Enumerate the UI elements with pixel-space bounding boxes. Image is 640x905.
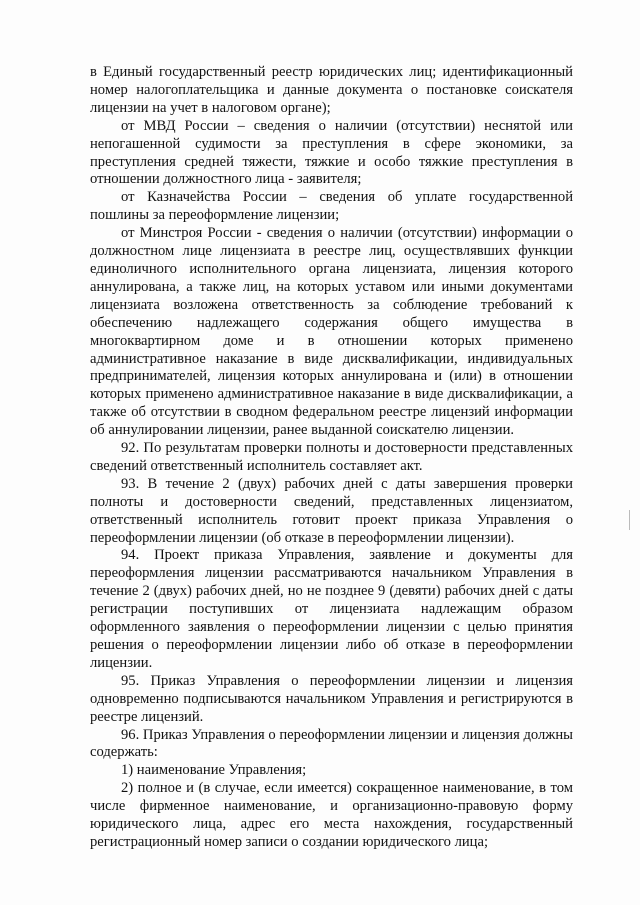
paragraph-95: 95. Приказ Управления о переоформлении лицензии и лицензия одновременно подписываются начальником Управления и регистрируются в реестре лицензий. (90, 672, 573, 725)
scan-edge-mark (629, 510, 630, 530)
paragraph-mvd: от МВД России – сведения о наличии (отсутствии) неснятой или непогашенной судимости за преступления в сфере экономики, за преступления средней тяжести, тяжкие и особо тяжкие преступления в отношении должностного лица - заявителя; (90, 117, 573, 188)
paragraph-continuation: в Единый государственный реестр юридических лиц; идентификационный номер налогоплательщика и данные документа о постановке соискателя лицензии на учет в налоговом органе); (90, 64, 573, 116)
paragraph-minstroy: от Минстроя России - сведения о наличии (отсутствии) информации о должностном лице лицензиата в реестре лиц, осуществлявших функции единоличного исполнительного органа лицензиата, лицензия которого аннулирована, а также лиц, на которых уставом или иными документами лицензиата возложена ответственность за соблюдение требований к обеспечению надлежащего содержания общего имущества в многоквартирном доме и в отношении которых применено административное наказание в виде дисквалификации, индивидуальных предпринимателей, лицензия которых аннулирована и (или) в отношении которых применено административное наказание в виде дисквалификации, а также об отсутствии в сводном федеральном реестре лицензий информации об аннулировании лицензии, ранее выданной соискателю лицензии. (90, 225, 573, 439)
paragraph-96: 96. Приказ Управления о переоформлении лицензии и лицензия должны содержать: (90, 726, 573, 761)
list-item-1: 1) наименование Управления; (121, 762, 307, 779)
paragraph-94: 94. Проект приказа Управления, заявление и документы для переоформления лицензии рассматриваются начальником Управления в течение 2 (двух) рабочих дней, но не позднее 9 (девяти) рабочих дней с даты регистрации поступивших от лицензиата надлежащим образом оформленного заявления о переоформлении лицензии с целью принятия решения о переоформлении лицензии либо об отказе в переоформлении лицензии. (90, 547, 573, 671)
paragraph-92: 92. По результатам проверки полноты и достоверности представленных сведений ответственный исполнитель составляет акт. (90, 440, 573, 474)
document-body (90, 64, 573, 852)
list-item-2: 2) полное и (в случае, если имеется) сокращенное наименование, в том числе фирменное наименование, и организационно-правовую форму юридического лица, адрес его места нахождения, государственный регистрационный номер записи о создании юридического лица; (90, 780, 573, 850)
paragraph-93: 93. В течение 2 (двух) рабочих дней с даты завершения проверки полноты и достоверности сведений, представленных лицензиатом, ответственный исполнитель готовит проект приказа Управления о переоформлении лицензии (об отказе в переоформлении лицензии). (90, 475, 573, 546)
paragraph-treasury: от Казначейства России – сведения об уплате государственной пошлины за переоформление лицензии; (90, 189, 573, 224)
